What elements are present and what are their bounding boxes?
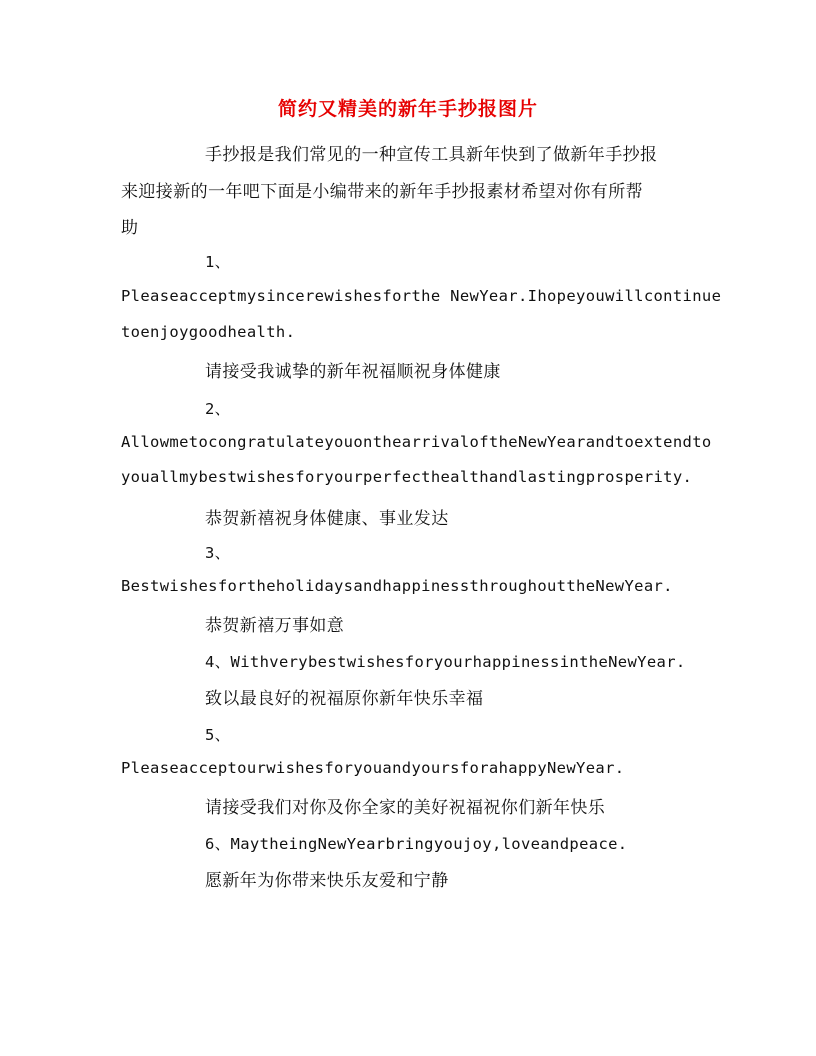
item-5-chinese: 请接受我们对你及你全家的美好祝福祝你们新年快乐 <box>205 798 606 818</box>
intro-line-3: 助 <box>121 218 139 238</box>
item-3-english-line-1: BestwishesfortheholidaysandhappinessthroughouttheNewYear. <box>121 577 673 595</box>
intro-line-1: 手抄报是我们常见的一种宣传工具新年快到了做新年手抄报 <box>205 145 658 165</box>
item-6-chinese: 愿新年为你带来快乐友爱和宁静 <box>205 871 449 891</box>
item-1-english-line-1: Pleaseacceptmysincerewishesforthe NewYear.Ihopeyouwillcontinue <box>121 287 722 305</box>
item-1-chinese: 请接受我诚挚的新年祝福顺祝身体健康 <box>205 362 501 382</box>
item-6-english: 6、MaytheingNewYearbringyoujoy,loveandpeace. <box>205 835 628 853</box>
item-2-english-line-2: youallmybestwishesforyourperfecthealthandlastingprosperity. <box>121 468 693 486</box>
item-1-number: 1、 <box>205 253 231 271</box>
item-5-english-line-1: PleaseacceptourwishesforyouandyoursforahappyNewYear. <box>121 759 625 777</box>
item-2-chinese: 恭贺新禧祝身体健康、事业发达 <box>205 509 449 529</box>
item-4-chinese: 致以最良好的祝福原你新年快乐幸福 <box>205 689 484 709</box>
item-5-number: 5、 <box>205 726 231 744</box>
item-1-english-line-2: toenjoygoodhealth. <box>121 323 296 341</box>
item-3-chinese: 恭贺新禧万事如意 <box>205 616 345 636</box>
document-title: 简约又精美的新年手抄报图片 <box>277 98 538 120</box>
item-2-english-line-1: AllowmetocongratulateyouonthearrivaloftheNewYearandtoextendto <box>121 433 712 451</box>
intro-line-2: 来迎接新的一年吧下面是小编带来的新年手抄报素材希望对你有所帮 <box>121 182 643 202</box>
item-3-number: 3、 <box>205 544 231 562</box>
item-4-english: 4、WithverybestwishesforyourhappinessintheNewYear. <box>205 653 686 671</box>
item-2-number: 2、 <box>205 400 231 418</box>
